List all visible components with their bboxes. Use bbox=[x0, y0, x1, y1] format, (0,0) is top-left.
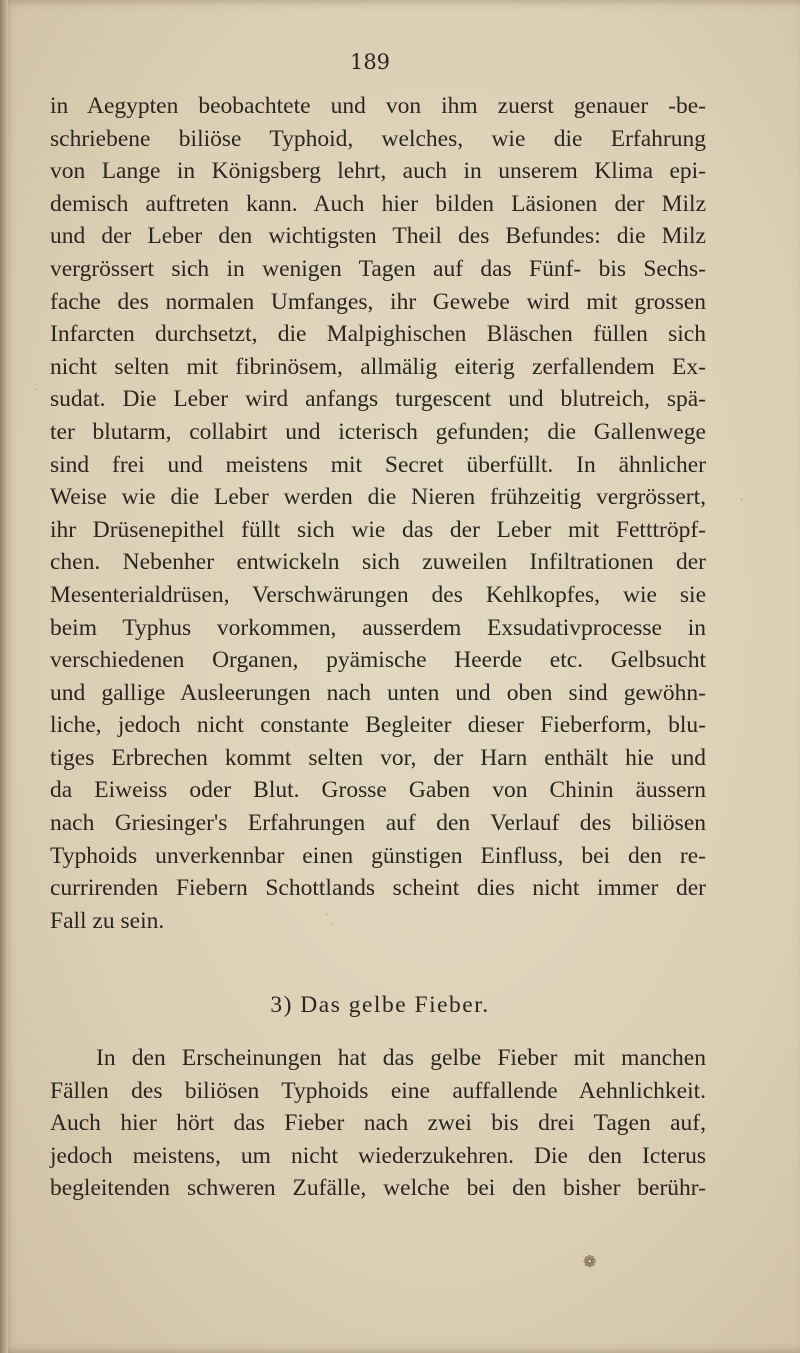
text-line: ihr Drüsenepithel füllt sich wie das der Leber mit Fetttröpf- bbox=[50, 516, 706, 543]
text-line: Typhoids unverkennbar einen günstigen Einfluss, bei den re- bbox=[50, 842, 706, 869]
paragraph-1 bbox=[50, 90, 706, 937]
text-line: sind frei und meistens mit Secret überfüllt. In ähnlicher bbox=[50, 451, 706, 478]
text-line: demisch auftreten kann. Auch hier bilden Läsionen der Milz bbox=[50, 190, 706, 217]
paper-speck: · bbox=[325, 910, 329, 921]
text-line: currirenden Fiebern Schottlands scheint dies nicht immer der bbox=[50, 875, 706, 902]
text-line: in Aegypten beobachtete und von ihm zuerst genauer -be- bbox=[50, 93, 706, 119]
text-line: Mesenterialdrüsen, Verschwärungen des Kehlkopfes, wie sie bbox=[50, 581, 706, 608]
text-line: jedoch meistens, um nicht wiederzukehren. Die den Icterus bbox=[50, 1142, 706, 1169]
text-line: begleitenden schweren Zufälle, welche bei den bisher berühr- bbox=[50, 1175, 706, 1202]
paper-speck: · bbox=[330, 920, 334, 931]
text-line: Fall zu sein. bbox=[50, 907, 165, 934]
text-line: tiges Erbrechen kommt selten vor, der Harn enthält hie und bbox=[50, 744, 706, 771]
section-heading: 3) Das gelbe Fieber. bbox=[270, 992, 490, 1018]
text-line: vergrössert sich in wenigen Tagen auf das Fünf- bis Sechs- bbox=[50, 255, 706, 282]
text-line: Infarcten durchsetzt, die Malpighischen Bläschen füllen sich bbox=[50, 321, 706, 348]
text-line: Fällen des biliösen Typhoids eine auffallende Aehnlichkeit. bbox=[50, 1077, 706, 1104]
text-line: nach Griesinger's Erfahrungen auf den Verlauf des biliösen bbox=[50, 810, 706, 837]
text-line: beim Typhus vorkommen, ausserdem Exsudativprocesse in bbox=[50, 614, 706, 641]
text-line: und gallige Ausleerungen nach unten und oben sind gewöhn- bbox=[50, 679, 706, 706]
text-line: von Lange in Königsberg lehrt, auch in unserem Klima epi- bbox=[50, 158, 706, 185]
text-line: schriebene biliöse Typhoid, welches, wie die Erfahrung bbox=[50, 125, 706, 152]
text-line: chen. Nebenher entwickeln sich zuweilen Infiltrationen der bbox=[50, 549, 706, 576]
text-line: fache des normalen Umfanges, ihr Gewebe wird mit grossen bbox=[50, 288, 706, 315]
ornament-stamp-icon: ❁ bbox=[583, 1252, 597, 1271]
text-line: sudat. Die Leber wird anfangs turgescent und blutreich, spä- bbox=[50, 386, 706, 413]
page-number: 189 bbox=[349, 50, 391, 74]
paper-speck: · bbox=[740, 495, 744, 506]
text-line: In den Erscheinungen hat das gelbe Fieber mit manchen bbox=[96, 1045, 706, 1071]
text-line: und der Leber den wichtigsten Theil des Befundes: die Milz bbox=[50, 223, 706, 250]
text-line: Weise wie die Leber werden die Nieren frühzeitig vergrössert, bbox=[50, 484, 706, 511]
paper-speck: · bbox=[35, 385, 39, 396]
text-line: Auch hier hört das Fieber nach zwei bis drei Tagen auf, bbox=[50, 1110, 706, 1137]
text-line: da Eiweiss oder Blut. Grosse Gaben von Chinin äussern bbox=[50, 777, 706, 804]
text-line: verschiedenen Organen, pyämische Heerde etc. Gelbsucht bbox=[50, 647, 706, 674]
paragraph-2 bbox=[50, 1042, 706, 1205]
text-line: liche, jedoch nicht constante Begleiter dieser Fieberform, blu- bbox=[50, 712, 706, 739]
text-line: nicht selten mit fibrinösem, allmälig eiterig zerfallendem Ex- bbox=[50, 353, 706, 380]
page-binding-edge bbox=[0, 0, 8, 1353]
text-line: ter blutarm, collabirt und icterisch gefunden; die Gallenwege bbox=[50, 418, 706, 445]
